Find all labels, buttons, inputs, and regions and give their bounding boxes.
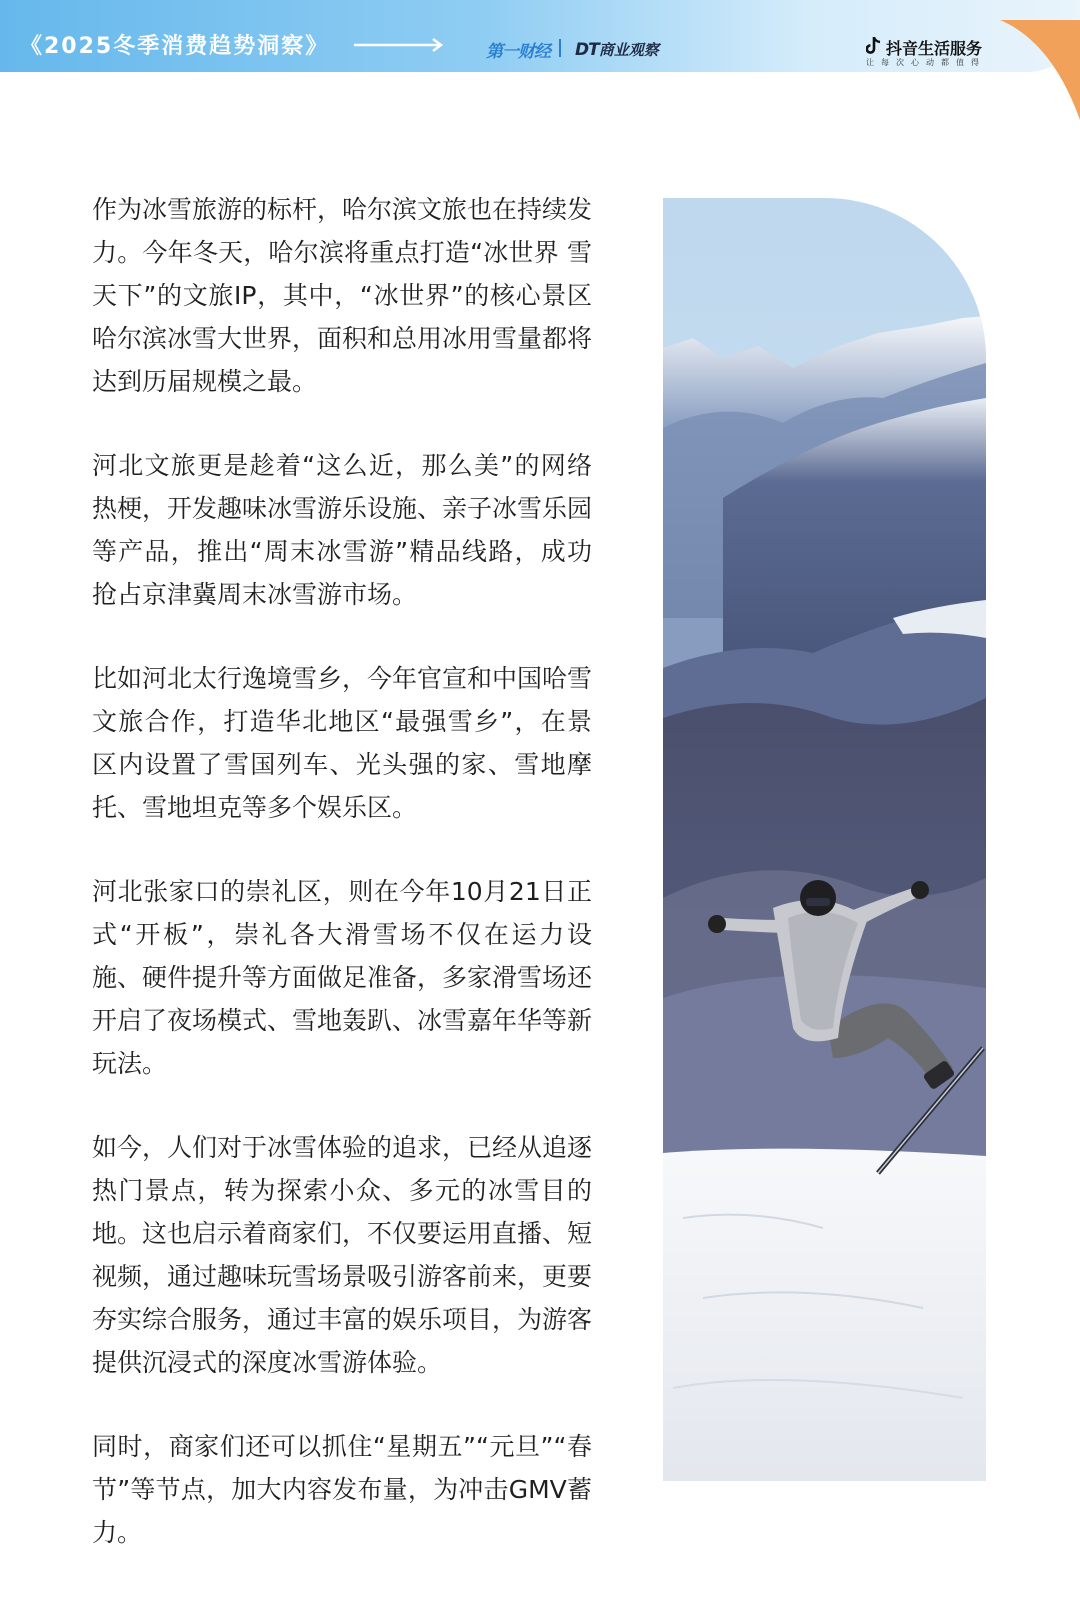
douyin-life-service-name: 抖音生活服务: [886, 39, 983, 58]
paragraph-merchant-insight: 如今，人们对于冰雪体验的追求，已经从追逐热门景点，转为探索小众、多元的冰雪目的地。这也启示着商家们，不仅要运用直播、短视频，通过趣味玩雪场景吸引游客前来，更要夯实综合服务，通过丰富的娱乐项目，为游客提供沉浸式的深度冰雪游体验。: [92, 1133, 593, 1377]
snowboarder-photo: [663, 198, 986, 1481]
paragraph-chongli: 河北张家口的崇礼区，则在今年10月21日正式“开板”，崇礼各大滑雪场不仅在运力设施、硬件提升等方面做足准备，多家滑雪场还开启了夜场模式、雪地轰趴、冰雪嘉年华等新玩法。: [92, 877, 593, 1078]
paragraph-harbin: 作为冰雪旅游的标杆，哈尔滨文旅也在持续发力。今年冬天，哈尔滨将重点打造“冰世界 雪天下”的文旅IP，其中，“冰世界”的核心景区哈尔滨冰雪大世界，面积和总用冰用雪量都将达到历届规模之最。: [92, 195, 593, 396]
corner-accent-decoration: [960, 20, 1080, 135]
dt-business-logo: [575, 39, 659, 60]
snowboarder-illustration: [663, 198, 986, 1481]
douyin-note-icon: [866, 36, 882, 55]
paragraph-holiday-nodes: 同时，商家们还可以抓住“星期五”“元旦”“春节”等节点，加大内容发布量，为冲击GMV蓄力。: [92, 1432, 592, 1547]
arrow-right-icon: [354, 38, 444, 52]
article-body: [92, 188, 592, 1595]
page-header: [0, 0, 1080, 72]
douyin-slogan: 让每次心动都值得: [866, 58, 986, 67]
paragraph-hebei-tourism: 河北文旅更是趁着“这么近，那么美”的网络热梗，开发趣味冰雪游乐设施、亲子冰雪乐园等产品，推出“周末冰雪游”精品线路，成功抢占京津冀周末冰雪游市场。: [92, 451, 593, 609]
dt-logo-text: 商业观察: [598, 41, 659, 59]
paragraph-taihang-snow-village: 比如河北太行逸境雪乡，今年官宣和中国哈雪文旅合作，打造华北地区“最强雪乡”，在景区内设置了雪国列车、光头强的家、雪地摩托、雪地坦克等多个娱乐区。: [92, 664, 593, 822]
yicai-logo: 第一财经: [486, 42, 550, 62]
report-title: 《2025冬季消费趋势洞察》: [20, 34, 330, 59]
dt-logo-mark: DT: [575, 40, 599, 60]
brand-divider: [559, 39, 561, 57]
